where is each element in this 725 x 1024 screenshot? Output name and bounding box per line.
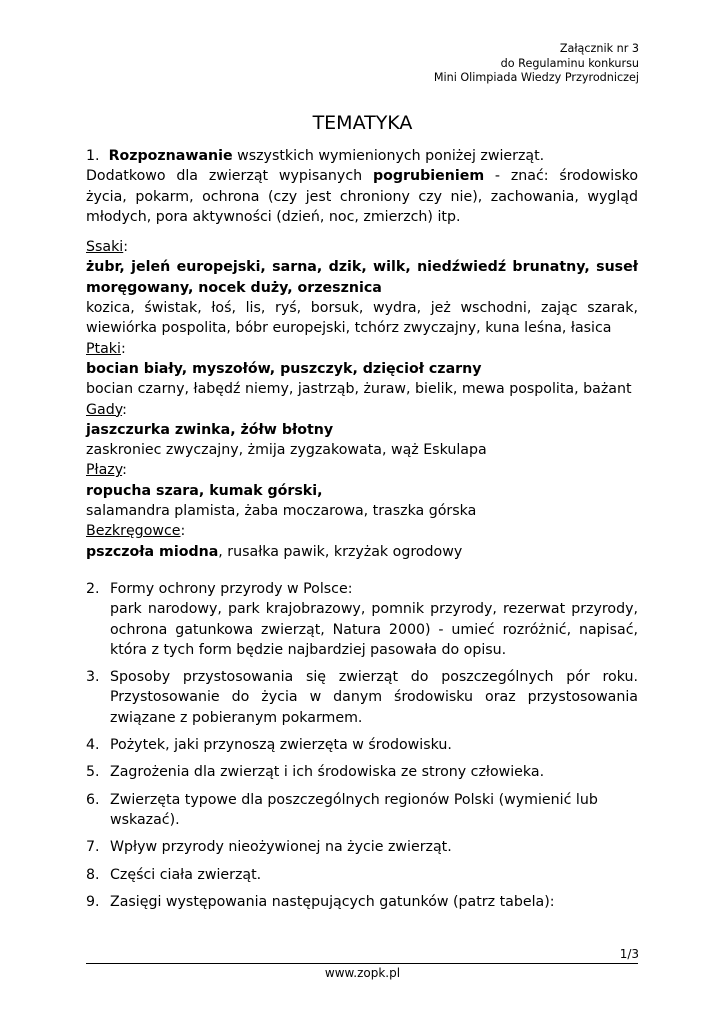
group-amphibians: Płazy: ropucha szara, kumak górski, salamandra plamista, żaba moczarowa, traszka górska [86, 460, 638, 521]
list-item [86, 667, 638, 728]
other-species: zaskroniec zwyczajny, żmija zygzakowata, wąż Eskulapa [86, 442, 487, 459]
section-1-number: 1. [86, 148, 100, 164]
page-number: 1/3 [619, 947, 639, 961]
item-text: Sposoby przystosowania się zwierząt do poszczególnych pór roku. Przystosowanie do życia w danym środowisku oraz przystosowania związane z pobieranym pokarmem. [110, 669, 638, 726]
group-invertebrates: Bezkręgowce: pszczoła miodna, rusałka pawik, krzyżak ogrodowy [86, 521, 638, 562]
bold-keyword: pogrubieniem [372, 168, 485, 185]
item-number: 8. [86, 866, 100, 883]
group-reptiles: Gady: jaszczurka zwinka, żółw błotny zaskroniec zwyczajny, żmija zygzakowata, wąż Eskulapa [86, 400, 638, 461]
bold-species-cont: moręgowany, nocek duży, orzesznica [86, 279, 382, 296]
item-number: 7. [86, 839, 100, 856]
item-number: 4. [86, 737, 100, 754]
section-1-bold: Rozpoznawanie [108, 148, 233, 164]
list-item [86, 892, 638, 912]
page-title: TEMATYKA [312, 112, 413, 134]
item-text: Zasięgi występowania następujących gatunków (patrz tabela): [110, 893, 555, 910]
item-text: Części ciała zwierząt. [110, 866, 262, 883]
group-label: Ptaki [86, 340, 121, 357]
section-1-heading [86, 146, 638, 166]
item-number: 2. [86, 580, 100, 597]
list-item [86, 579, 638, 660]
section-1-description: Dodatkowo dla zwierząt wypisanych pogrubieniem - znać: środowisko życia, pokarm, ochrona (czy jest chroniony czy nie), zachowania, wygląd młodych, pora aktywności (dzień, noc, zmierzch) itp. [86, 168, 639, 225]
list-item [86, 735, 638, 755]
item-text: Formy ochrony przyrody w Polsce: [110, 580, 353, 597]
list-item [86, 762, 638, 782]
item-text: Pożytek, jaki przynoszą zwierzęta w środowisku. [110, 737, 452, 754]
bold-species: ropucha szara, kumak górski, [86, 482, 323, 499]
item-text: Wpływ przyrody nieożywionej na życie zwierząt. [110, 839, 452, 856]
group-label: Bezkręgowce [86, 523, 181, 540]
species-line [86, 542, 638, 562]
header-line-2: do Regulaminu konkursu [500, 56, 639, 70]
bold-species: pszczoła miodna [86, 543, 219, 560]
item-text: Zwierzęta typowe dla poszczególnych regionów Polski (wymienić lub wskazać). [110, 791, 598, 828]
group-label: Płazy [86, 462, 123, 479]
document-body [86, 146, 638, 919]
bold-species: żubr, jeleń europejski, sarna, dzik, wilk, niedźwiedź brunatny, suseł [86, 259, 638, 276]
header-line-1: Załącznik nr 3 [559, 42, 639, 55]
item-text: Zagrożenia dla zwierząt i ich środowiska ze strony człowieka. [110, 764, 545, 781]
other-species: , rusałka pawik, krzyżak ogrodowy [218, 543, 463, 560]
item-subtext: park narodowy, park krajobrazowy, pomnik przyrody, rezerwat przyrody, ochrona gatunkowa zwierząt, Natura 2000) - umieć rozróżnić, napisać, która z tych form będzie najbardziej pasowała do opisu. [110, 601, 638, 658]
item-number: 5. [86, 764, 100, 781]
item-number: 6. [86, 791, 100, 808]
footer-url: www.zopk.pl [324, 966, 401, 980]
group-label: Ssaki [86, 239, 124, 256]
other-species: salamandra plamista, żaba moczarowa, traszka górska [86, 503, 477, 520]
group-label: Gady [86, 401, 123, 418]
other-species: bocian czarny, łabędź niemy, jastrząb, żuraw, bielik, mewa pospolita, bażant [86, 381, 632, 398]
other-species: kozica, świstak, łoś, lis, ryś, borsuk, wydra, jeż wschodni, zając szarak, wiewiórka pospolita, bóbr europejski, tchórz zwyczajny, kuna leśna, łasica [86, 300, 638, 337]
bold-species: bocian biały, myszołów, puszczyk, dzięcioł czarny [86, 360, 482, 377]
item-number: 3. [86, 669, 100, 686]
list-item [86, 790, 638, 831]
group-birds: Ptaki: bocian biały, myszołów, puszczyk, dzięcioł czarny bocian czarny, łabędź niemy, jastrząb, żuraw, bielik, mewa pospolita, bażant [86, 339, 638, 400]
header-line-3: Mini Olimpiada Wiedzy Przyrodniczej [433, 71, 639, 84]
list-item [86, 865, 638, 885]
group-mammals: Ssaki: żubr, jeleń europejski, sarna, dzik, wilk, niedźwiedź brunatny, suseł moręgowany, nocek duży, orzesznica kozica, świstak, łoś, lis, ryś, borsuk, wydra, jeż wschodni, zając szarak, wiewiórka pospolita, bóbr europejski, tchórz zwyczajny, kuna leśna, łasica [86, 237, 638, 338]
document-header [434, 42, 639, 86]
list-item [86, 837, 638, 857]
section-1-rest: wszystkich wymienionych poniżej zwierząt. [232, 148, 545, 164]
item-number: 9. [86, 893, 100, 910]
section-1 [86, 146, 638, 227]
bold-species: jaszczurka zwinka, żółw błotny [86, 421, 334, 438]
footer-divider [86, 963, 638, 964]
